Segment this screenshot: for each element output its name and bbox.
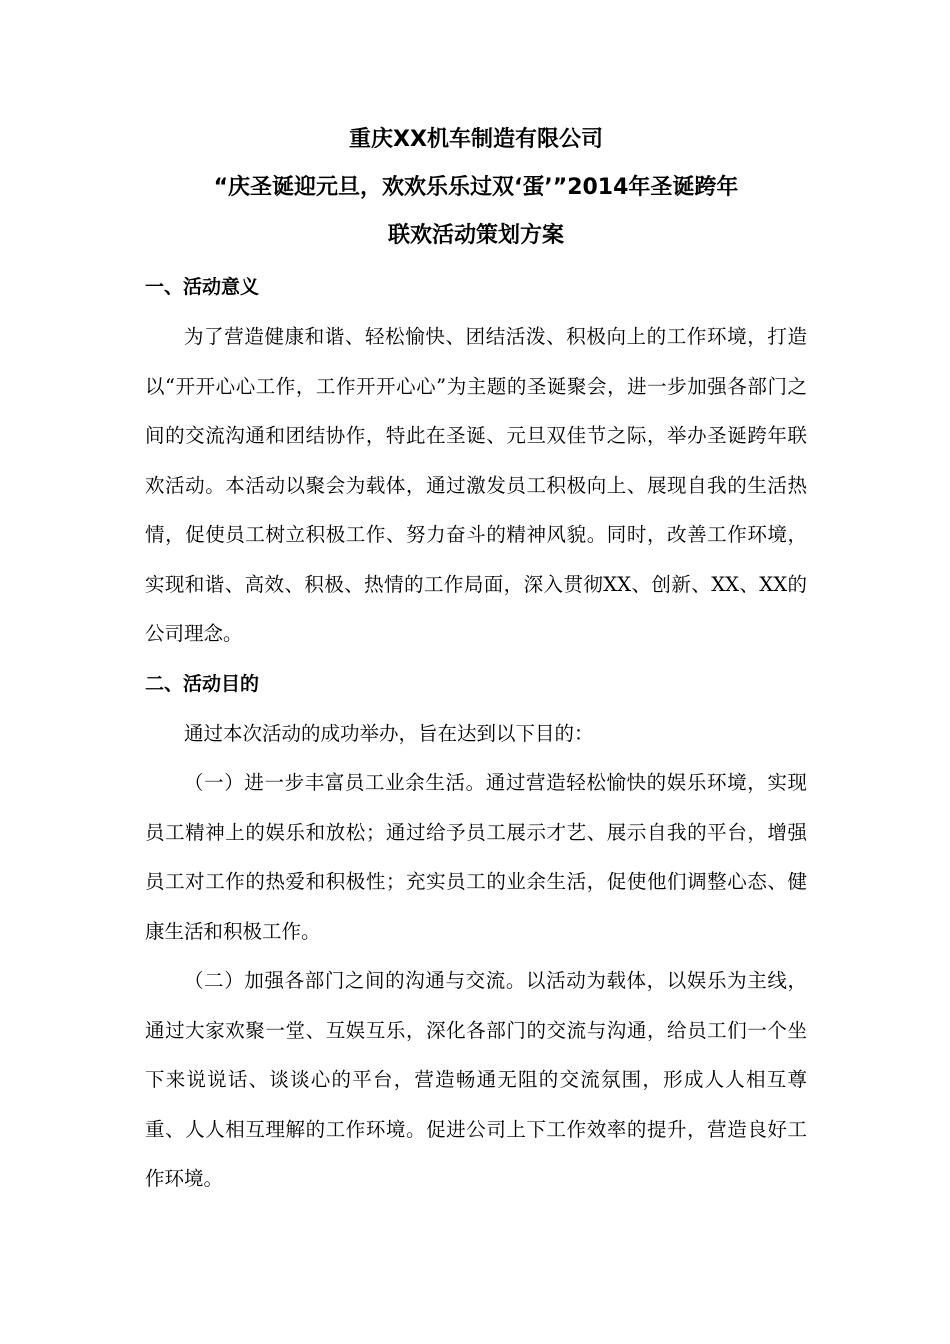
document-title-plan: 联欢活动策划方案 bbox=[387, 223, 564, 248]
section-heading-purpose: 二、活动目的 bbox=[145, 672, 260, 695]
section-paragraph: （二）加强各部门之间的沟通与交流。以活动为载体，以娱乐为主线，通过大家欢聚一堂、互娱互乐，深化各部门的交流与沟通，给员工们一个坐下来说说话、谈谈心的平台，营造畅通无阻的交流氛围，形成人人相互尊重、人人相互理解的工作环境。促进公司上下工作效率的提升，营造良好工作环境。 bbox=[145, 969, 807, 1190]
section-paragraph: （一）进一步丰富员工业余生活。通过营造轻松愉快的娱乐环境，实现员工精神上的娱乐和放松；通过给予员工展示才艺、展示自我的平台，增强员工对工作的热爱和积极性；充实员工的业余生活，促使他们调整心态、健康生活和积极工作。 bbox=[145, 771, 807, 943]
document-title-event: “庆圣诞迎元旦，欢欢乐乐过双‘蛋’”2014年圣诞跨年 bbox=[213, 175, 739, 200]
section-paragraph: 为了营造健康和谐、轻松愉快、团结活泼、积极向上的工作环境，打造以“开开心心工作，工作开开心心”为主题的圣诞聚会，进一步加强各部门之间的交流沟通和团结协作，特此在圣诞、元旦双佳节之际，举办圣诞跨年联欢活动。本活动以聚会为载体，通过激发员工积极向上、展现自我的生活热情，促使员工树立积极工作、努力奋斗的精神风貌。同时，改善工作环境，实现和谐、高效、积极、热情的工作局面，深入贯彻XX、创新、XX、XX的公司理念。 bbox=[145, 325, 807, 645]
document-title-company: 重庆XX机车制造有限公司 bbox=[349, 127, 603, 152]
document-body bbox=[145, 116, 807, 1204]
section-heading-significance: 一、活动意义 bbox=[145, 276, 260, 298]
section-paragraph: 通过本次活动的成功举办，旨在达到以下目的： bbox=[184, 721, 594, 745]
